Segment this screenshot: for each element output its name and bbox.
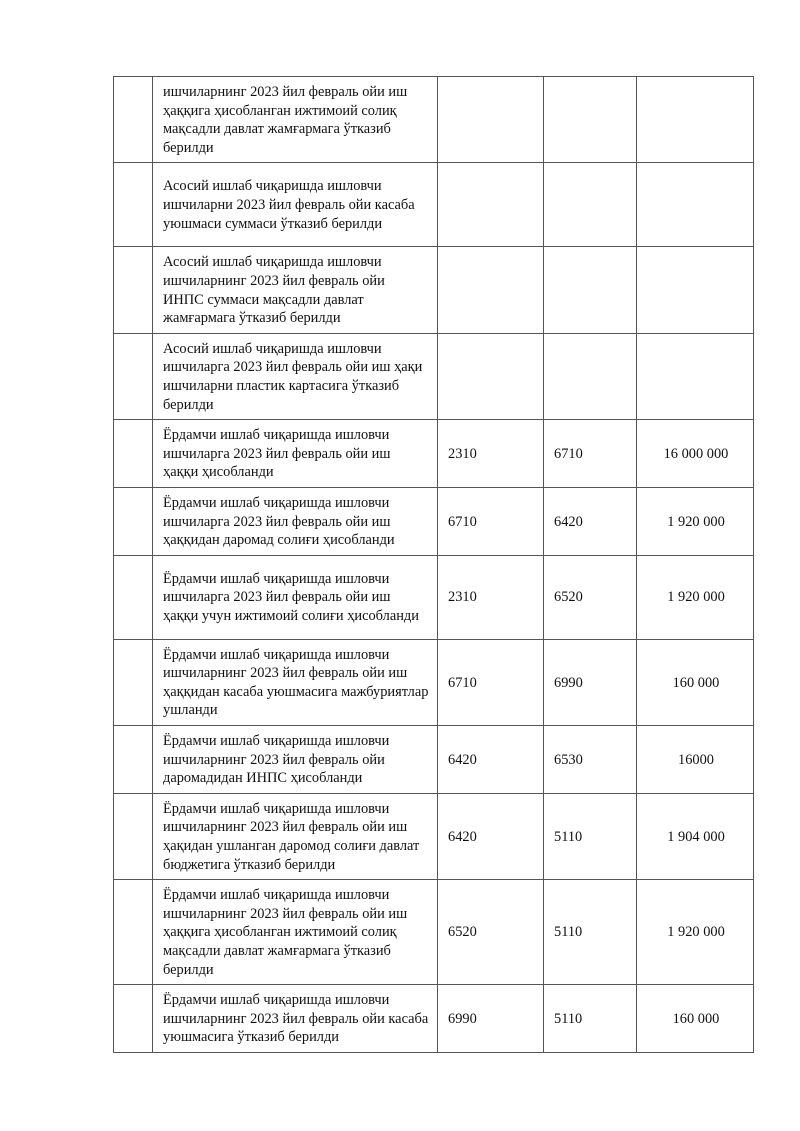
- table-body: [114, 77, 754, 1053]
- credit-account-cell: 5110: [544, 880, 637, 985]
- description-cell: Асосий ишлаб чиқаришда ишловчи ишчиларни 2023 йил февраль ойи касаба уюшмаси суммаси ўтказиб берилди: [153, 163, 438, 247]
- debit-account-cell: 6520: [438, 880, 544, 985]
- debit-account-cell: [438, 163, 544, 247]
- row-number-cell: [114, 793, 153, 879]
- row-number-cell: [114, 487, 153, 555]
- credit-account-cell: 5110: [544, 793, 637, 879]
- table-row: [114, 880, 754, 985]
- amount-cell: [637, 333, 754, 419]
- amount-cell: 1 920 000: [637, 555, 754, 639]
- description-cell: Асосий ишлаб чиқаришда ишловчи ишчиларнинг 2023 йил февраль ойи ИНПС суммаси мақсадли давлат жамғармага ўтказиб берилди: [153, 247, 438, 333]
- row-number-cell: [114, 420, 153, 488]
- table-row: [114, 985, 754, 1053]
- debit-account-cell: 2310: [438, 420, 544, 488]
- row-number-cell: [114, 726, 153, 794]
- credit-account-cell: 6710: [544, 420, 637, 488]
- debit-account-cell: [438, 247, 544, 333]
- credit-account-cell: [544, 77, 637, 163]
- table-row: [114, 555, 754, 639]
- description-cell: Ёрдамчи ишлаб чиқаришда ишловчи ишчиларнинг 2023 йил февраль ойи иш ҳаққидан касаба уюшмасига мажбуриятлар ушланди: [153, 639, 438, 725]
- row-number-cell: [114, 639, 153, 725]
- credit-account-cell: [544, 247, 637, 333]
- credit-account-cell: [544, 163, 637, 247]
- table-row: [114, 247, 754, 333]
- table-row: [114, 163, 754, 247]
- amount-cell: 1 904 000: [637, 793, 754, 879]
- debit-account-cell: 6990: [438, 985, 544, 1053]
- row-number-cell: [114, 77, 153, 163]
- credit-account-cell: [544, 333, 637, 419]
- description-cell: Ёрдамчи ишлаб чиқаришда ишловчи ишчиларнинг 2023 йил февраль ойи касаба уюшмасига ўтказиб берилди: [153, 985, 438, 1053]
- credit-account-cell: 5110: [544, 985, 637, 1053]
- table-row: [114, 639, 754, 725]
- description-cell: Ёрдамчи ишлаб чиқаришда ишловчи ишчиларга 2023 йил февраль ойи иш ҳаққидан даромад солиғи ҳисобланди: [153, 487, 438, 555]
- debit-account-cell: 6710: [438, 639, 544, 725]
- amount-cell: 1 920 000: [637, 880, 754, 985]
- accounting-entries-table: [113, 76, 754, 1053]
- credit-account-cell: 6530: [544, 726, 637, 794]
- amount-cell: 16000: [637, 726, 754, 794]
- table-row: [114, 726, 754, 794]
- row-number-cell: [114, 985, 153, 1053]
- description-cell: Асосий ишлаб чиқаришда ишловчи ишчиларга 2023 йил февраль ойи иш ҳақи ишчиларни пластик картасига ўтказиб берилди: [153, 333, 438, 419]
- table-row: [114, 793, 754, 879]
- row-number-cell: [114, 333, 153, 419]
- credit-account-cell: 6520: [544, 555, 637, 639]
- debit-account-cell: [438, 333, 544, 419]
- debit-account-cell: 6710: [438, 487, 544, 555]
- row-number-cell: [114, 247, 153, 333]
- debit-account-cell: 6420: [438, 726, 544, 794]
- debit-account-cell: 2310: [438, 555, 544, 639]
- description-cell: Ёрдамчи ишлаб чиқаришда ишловчи ишчиларнинг 2023 йил февраль ойи иш ҳақидан ушланган даромод солиғи давлат бюджетига ўтказиб берилди: [153, 793, 438, 879]
- amount-cell: 160 000: [637, 639, 754, 725]
- description-cell: ишчиларнинг 2023 йил февраль ойи иш ҳаққига ҳисобланган ижтимоий солиқ мақсадли давлат жамғармага ўтказиб берилди: [153, 77, 438, 163]
- table-row: [114, 420, 754, 488]
- debit-account-cell: 6420: [438, 793, 544, 879]
- table-row: [114, 77, 754, 163]
- credit-account-cell: 6990: [544, 639, 637, 725]
- row-number-cell: [114, 555, 153, 639]
- description-cell: Ёрдамчи ишлаб чиқаришда ишловчи ишчиларнинг 2023 йил февраль ойи даромадидан ИНПС ҳисобланди: [153, 726, 438, 794]
- debit-account-cell: [438, 77, 544, 163]
- row-number-cell: [114, 880, 153, 985]
- amount-cell: [637, 163, 754, 247]
- row-number-cell: [114, 163, 153, 247]
- credit-account-cell: 6420: [544, 487, 637, 555]
- description-cell: Ёрдамчи ишлаб чиқаришда ишловчи ишчиларга 2023 йил февраль ойи иш ҳаққи ҳисобланди: [153, 420, 438, 488]
- table-row: [114, 487, 754, 555]
- amount-cell: 16 000 000: [637, 420, 754, 488]
- amount-cell: 160 000: [637, 985, 754, 1053]
- amount-cell: [637, 77, 754, 163]
- description-cell: Ёрдамчи ишлаб чиқаришда ишловчи ишчиларнинг 2023 йил февраль ойи иш ҳаққига ҳисобланган ижтимоий солиқ мақсадли давлат жамғармага ўтказиб берилди: [153, 880, 438, 985]
- description-cell: Ёрдамчи ишлаб чиқаришда ишловчи ишчиларга 2023 йил февраль ойи иш ҳаққи учун ижтимоий солиғи ҳисобланди: [153, 555, 438, 639]
- table-row: [114, 333, 754, 419]
- amount-cell: [637, 247, 754, 333]
- amount-cell: 1 920 000: [637, 487, 754, 555]
